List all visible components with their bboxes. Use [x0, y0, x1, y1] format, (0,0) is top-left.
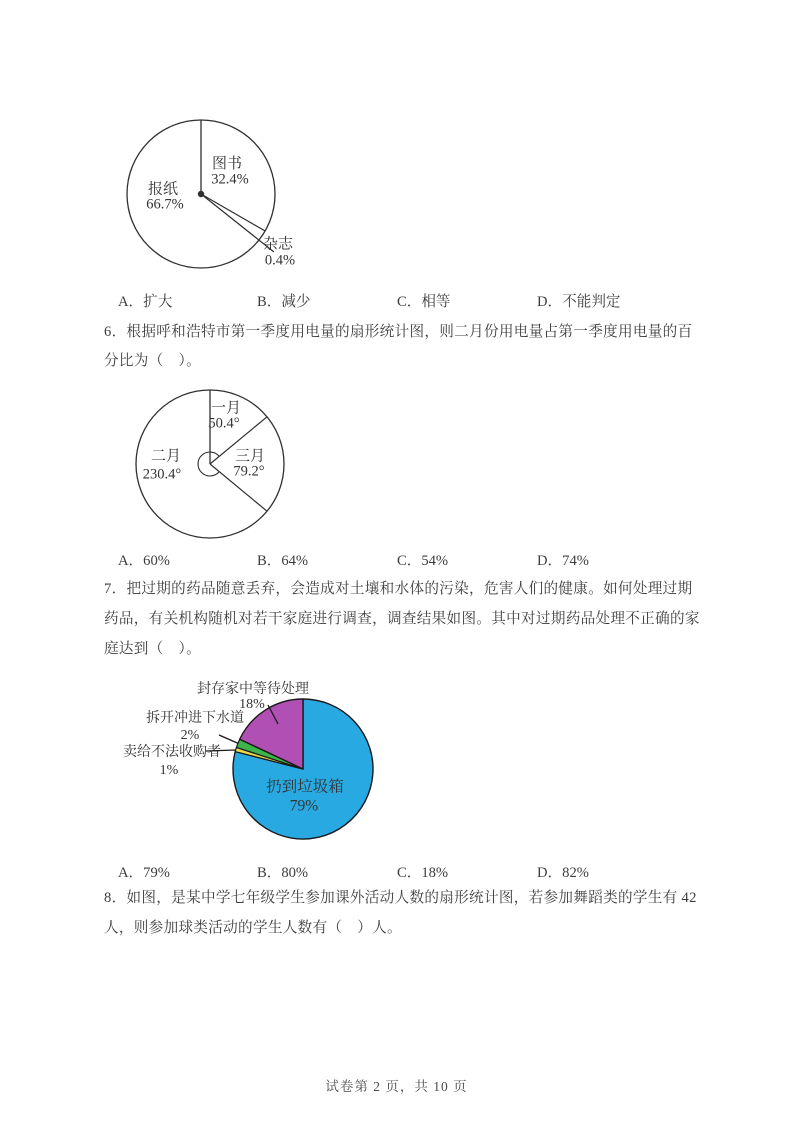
q5-slice-value-newspaper: 66.7% — [146, 196, 184, 213]
q7-option-a-text: 79% — [143, 865, 170, 881]
q5-pie-center-dot — [198, 191, 204, 197]
q7-label-store: 封存家中等待处理 — [197, 682, 309, 698]
q6-option-a-text: 60% — [143, 553, 170, 569]
q5-option-a — [118, 290, 172, 311]
q5-option-a-text: 扩大 — [143, 294, 173, 310]
q5-slice-value-magazine: 0.4% — [264, 252, 296, 269]
q6-slice-value-mar: 79.2° — [233, 463, 265, 480]
q6-text-line2: 分比为（ ）。 — [104, 353, 201, 369]
q7-option-c-text: 18% — [421, 865, 449, 881]
q6-option-c — [397, 549, 448, 570]
q5-option-d-key: D． — [537, 294, 563, 310]
q7-value-sell: 1% — [159, 763, 179, 779]
q6-slice-value-jan: 50.4° — [208, 415, 240, 432]
q6-option-b-text: 64% — [281, 553, 309, 569]
q6-option-a — [118, 549, 170, 570]
q8-text-line2: 人，则参加球类活动的学生人数有（ ）人。 — [104, 920, 402, 936]
q6-slice-value-feb: 230.4° — [142, 466, 182, 483]
q5-option-c-key: C． — [397, 294, 422, 310]
q7-option-a — [118, 861, 170, 882]
q6-option-b — [257, 549, 308, 570]
q5-option-b-text: 减少 — [281, 294, 311, 310]
q7-option-d-key: D． — [537, 865, 563, 881]
q7-options-row — [0, 861, 793, 879]
q7-option-b-text: 80% — [281, 865, 309, 881]
q5-option-a-key: A． — [118, 294, 144, 310]
q5-option-d-text: 不能判定 — [562, 294, 621, 310]
q5-slice-label-books: 图书 — [211, 155, 243, 172]
q6-option-a-key: A． — [118, 553, 144, 569]
q5-option-b — [257, 290, 311, 311]
q5-options-row — [0, 290, 793, 308]
q7-option-c — [397, 861, 448, 882]
q5-slice-label-magazine: 杂志 — [262, 236, 294, 253]
q7-text-line2: 药品，有关机构随机对若干家庭进行调查，调查结果如图。其中对过期药品处理不正确的家 — [104, 611, 700, 627]
q7-label-trash: 扔到垃圾箱 — [266, 778, 344, 796]
q7-value-store: 18% — [239, 697, 265, 713]
q5-option-d — [537, 290, 621, 311]
q6-option-c-key: C． — [397, 553, 422, 569]
q7-value-flush: 2% — [180, 728, 200, 744]
q5-slice-label-newspaper: 报纸 — [147, 181, 179, 198]
q7-option-b-key: B． — [257, 865, 282, 881]
q7-leader-line-flush — [219, 735, 239, 744]
q7-option-a-key: A． — [118, 865, 144, 881]
q6-option-c-text: 54% — [421, 553, 449, 569]
q6-text-line1: 6．根据呼和浩特市第一季度用电量的扇形统计图，则二月份用电量占第一季度用电量的百 — [104, 324, 693, 340]
q5-slice-value-books: 32.4% — [211, 171, 249, 188]
q7-label-sell: 卖给不法收购者 — [123, 745, 221, 761]
q7-label-flush: 拆开冲进下水道 — [146, 711, 244, 727]
q7-option-c-key: C． — [397, 865, 422, 881]
q6-option-d — [537, 549, 589, 570]
q5-pie-chart — [110, 106, 340, 281]
q7-pie-chart — [115, 678, 395, 853]
q7-option-b — [257, 861, 308, 882]
q6-options-row — [0, 549, 793, 567]
q7-option-d-text: 82% — [562, 865, 589, 881]
q6-pie-chart — [118, 384, 318, 549]
q5-option-b-key: B． — [257, 294, 282, 310]
q7-value-trash: 79% — [289, 797, 319, 815]
q7-option-d — [537, 861, 589, 882]
q5-option-c — [397, 290, 451, 311]
q6-slice-label-mar: 三月 — [234, 448, 266, 465]
q6-slice-label-jan: 一月 — [210, 400, 242, 417]
q5-option-c-text: 相等 — [421, 294, 451, 310]
q8-text-line1: 8．如图，是某中学七年级学生参加课外活动人数的扇形统计图，若参加舞蹈类的学生有 42 — [104, 890, 697, 906]
page-footer: 试卷第 2 页，共 10 页 — [325, 1079, 468, 1094]
q6-option-d-key: D． — [537, 553, 563, 569]
q6-option-b-key: B． — [257, 553, 282, 569]
q7-text-line3: 庭达到（ ）。 — [104, 641, 201, 657]
q6-slice-label-feb: 二月 — [150, 448, 182, 465]
q6-option-d-text: 74% — [562, 553, 589, 569]
q7-text-line1: 7．把过期的药品随意丢弃，会造成对土壤和水体的污染，危害人们的健康。如何处理过期 — [104, 581, 693, 597]
